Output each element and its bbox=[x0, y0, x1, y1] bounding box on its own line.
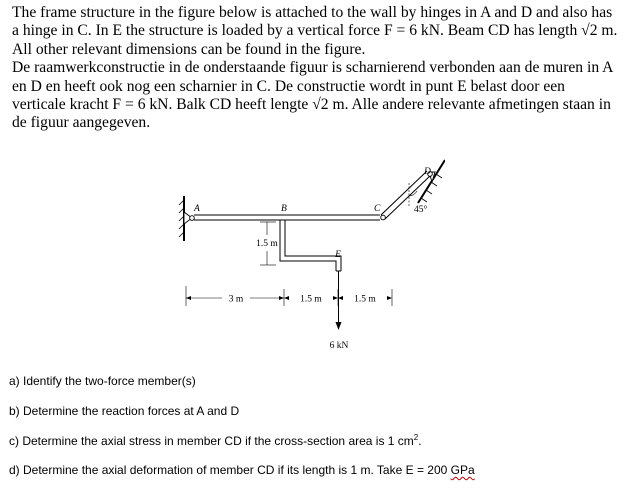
english-text-1: The frame structure in the figure below is attached to the wall by hinges in A and D and also has a hinge in C. In E the structure is loaded by a vertical force F = 6 kN. Beam CD has length bbox=[12, 4, 613, 40]
label-a: A bbox=[194, 204, 200, 214]
sqrt-two-nl: √2 bbox=[312, 96, 329, 114]
question-c bbox=[9, 433, 422, 448]
english-paragraph bbox=[12, 4, 620, 59]
force-label: 6 kN bbox=[329, 341, 349, 351]
dutch-text-2: m. Alle andere relevante afmetingen staan in de figuur aangegeven. bbox=[12, 96, 611, 132]
dutch-paragraph bbox=[12, 59, 620, 133]
hinge-c bbox=[381, 215, 386, 220]
force-arrow bbox=[336, 271, 342, 330]
label-e: E bbox=[335, 250, 341, 260]
dim-vertical-label: 1.5 m bbox=[256, 239, 278, 249]
label-c: C bbox=[374, 204, 381, 214]
question-d-unit: GPa bbox=[450, 463, 475, 477]
question-c-end: . bbox=[418, 434, 422, 448]
dim-mid-label: 1.5 m bbox=[300, 294, 322, 305]
angle-label: 45° bbox=[414, 205, 428, 215]
question-c-superscript: 2 bbox=[413, 433, 419, 442]
question-d bbox=[9, 463, 475, 477]
frame-figure bbox=[175, 158, 445, 358]
dim-right-label: 1.5 m bbox=[354, 294, 376, 305]
question-c-text: c) Determine the axial stress in member CD if the cross-section area is 1 cm bbox=[9, 434, 414, 448]
english-text-2: m. All other relevant dimensions can be found in the figure. bbox=[12, 22, 618, 58]
left-wall bbox=[179, 196, 184, 241]
problem-statement bbox=[12, 4, 620, 133]
hanging-frame-be bbox=[280, 220, 341, 271]
question-a: a) Identify the two-force member(s) bbox=[9, 374, 196, 388]
question-d-text: d) Determine the axial deformation of member CD if its length is 1 m. Take E = 200 bbox=[9, 463, 451, 477]
frame-diagram bbox=[175, 158, 445, 358]
hinge-a bbox=[184, 212, 194, 224]
beam-ac bbox=[194, 215, 380, 220]
label-b: B bbox=[281, 204, 287, 214]
sqrt-two-en: √2 bbox=[581, 22, 598, 40]
dim-left-label: 3 m bbox=[228, 294, 244, 305]
question-b: b) Determine the reaction forces at A and D bbox=[9, 404, 240, 418]
dutch-text-1: De raamwerkconstructie in de onderstaande figuur is scharnierend verbonden aan de muren in A en D en heeft ook nog een scharnier in C. De constructie wordt in punt E belast door een verticale kracht F = 6 kN. Balk CD heeft lengte bbox=[12, 59, 613, 114]
label-d: D bbox=[424, 167, 431, 177]
